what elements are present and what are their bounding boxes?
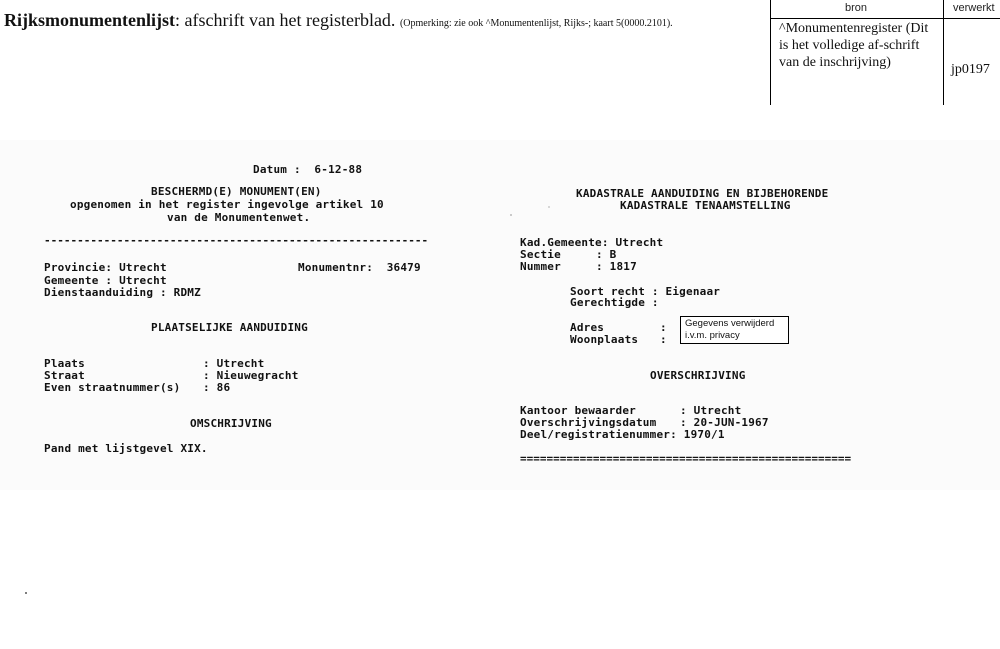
monumentnr-label: Monumentnr [298,261,367,274]
meta-col-bron: bron [845,2,868,14]
straat-value: Nieuwegracht [216,369,299,382]
adres-label: Adres [570,321,605,334]
scan-speck [25,592,27,594]
meta-bron-text: ^Monumentenregister (Dit is het volledige af-schrift van de inschrijving) [779,21,929,70]
straat-label: Straat [44,369,85,382]
monumentnr-value: 36479 [386,261,421,274]
provincie-label: Provincie [44,261,106,274]
right-heading-2: KADASTRALE TENAAMSTELLING [620,199,791,212]
gerechtigde-label: Gerechtigde [570,296,646,309]
sectie-value-row: : B [596,248,617,261]
adres-colon: : [660,321,667,334]
straat-value-row: : Nieuwegracht [203,369,299,382]
gerechtigde-row: Gerechtigde : [570,296,659,309]
woonplaats-colon: : [660,333,667,346]
plaats-value: Utrecht [216,357,265,370]
sectie-value: B [609,248,617,261]
kantoor-value-row: : Utrecht [680,404,742,417]
even-value: 86 [216,381,231,394]
left-heading-2: opgenomen in het register ingevolge artikel 10 [70,198,384,211]
gemeente-label: Gemeente [44,274,99,287]
woonplaats-label: Woonplaats [570,333,639,346]
meta-col-verwerkt: verwerkt [953,2,995,14]
gemeente-value: Utrecht [119,274,167,287]
plaats-label: Plaats [44,357,85,370]
omschrijving-text: Pand met lijstgevel XIX. [44,442,208,455]
plaatselijke-heading: PLAATSELIJKE AANDUIDING [151,321,308,334]
deel-label: Deel/registratienummer [520,428,671,441]
kad-gemeente-value: Utrecht [615,236,664,249]
title-note: (Opmerking: zie ook ^Monumentenlijst, Rijks-; kaart 5(0000.2101). [399,18,673,29]
soort-label: Soort recht [570,285,646,298]
overschrijvingsdatum-value-row: : 20-JUN-1967 [680,416,769,429]
meta-verwerkt-text: jp0197 [951,62,990,77]
scan-speck [548,206,550,208]
overschrijving-heading: OVERSCHRIJVING [650,369,746,382]
deel-row: Deel/registratienummer: 1970/1 [520,428,725,441]
privacy-line-1: Gegevens verwijderd [685,318,775,329]
meta-divider [943,0,944,105]
soort-value: Eigenaar [665,285,721,298]
overschrijvingsdatum-value: 20-JUN-1967 [693,416,769,429]
nummer-value: 1817 [609,260,637,273]
nummer-label: Nummer [520,260,561,273]
privacy-line-2: i.v.m. privacy [685,330,740,341]
dash-rule: ---------------------------------------------------------- [44,234,429,247]
left-heading-1: BESCHERMD(E) MONUMENT(EN) [151,185,322,198]
kad-gemeente-row: Kad.Gemeente: Utrecht [520,236,664,249]
omschrijving-heading: OMSCHRIJVING [190,417,272,430]
even-value-row: : 86 [203,381,231,394]
soort-row: Soort recht : Eigenaar [570,285,721,298]
dienst-row: Dienstaanduiding : RDMZ [44,286,201,299]
plaats-value-row: : Utrecht [203,357,265,370]
provincie-row: Provincie: Utrecht [44,261,167,274]
datum-line: Datum : 6-12-88 [253,163,363,176]
meta-box [770,0,1000,105]
kantoor-value: Utrecht [693,404,742,417]
gemeente-row: Gemeente : Utrecht [44,274,167,287]
left-heading-3: van de Monumentenwet. [167,211,311,224]
dienst-value: RDMZ [173,286,201,299]
scanned-register-sheet [0,140,1000,490]
overschrijvingsdatum-label: Overschrijvingsdatum [520,416,657,429]
equals-rule: ================================================== [520,452,852,465]
monumentnr-row: Monumentnr: 36479 [298,261,421,274]
privacy-redaction-box [680,316,789,344]
even-label: Even straatnummer(s) [44,381,181,394]
provincie-value: Utrecht [119,261,167,274]
dienst-label: Dienstaanduiding [44,286,154,299]
kantoor-label: Kantoor bewaarder [520,404,636,417]
document-title [4,10,673,31]
deel-value: 1970/1 [683,428,725,441]
meta-header-row [771,0,1000,19]
kad-gemeente-label: Kad.Gemeente [520,236,602,249]
sectie-label: Sectie [520,248,561,261]
title-rest: : afschrift van het registerblad. [175,10,396,30]
right-heading-1: KADASTRALE AANDUIDING EN BIJBEHORENDE [576,187,829,200]
scan-speck [510,214,512,216]
datum-value: 6-12-88 [314,163,363,176]
datum-label: Datum [253,163,288,176]
nummer-value-row: : 1817 [596,260,637,273]
title-bold: Rijksmonumentenlijst [4,10,176,30]
